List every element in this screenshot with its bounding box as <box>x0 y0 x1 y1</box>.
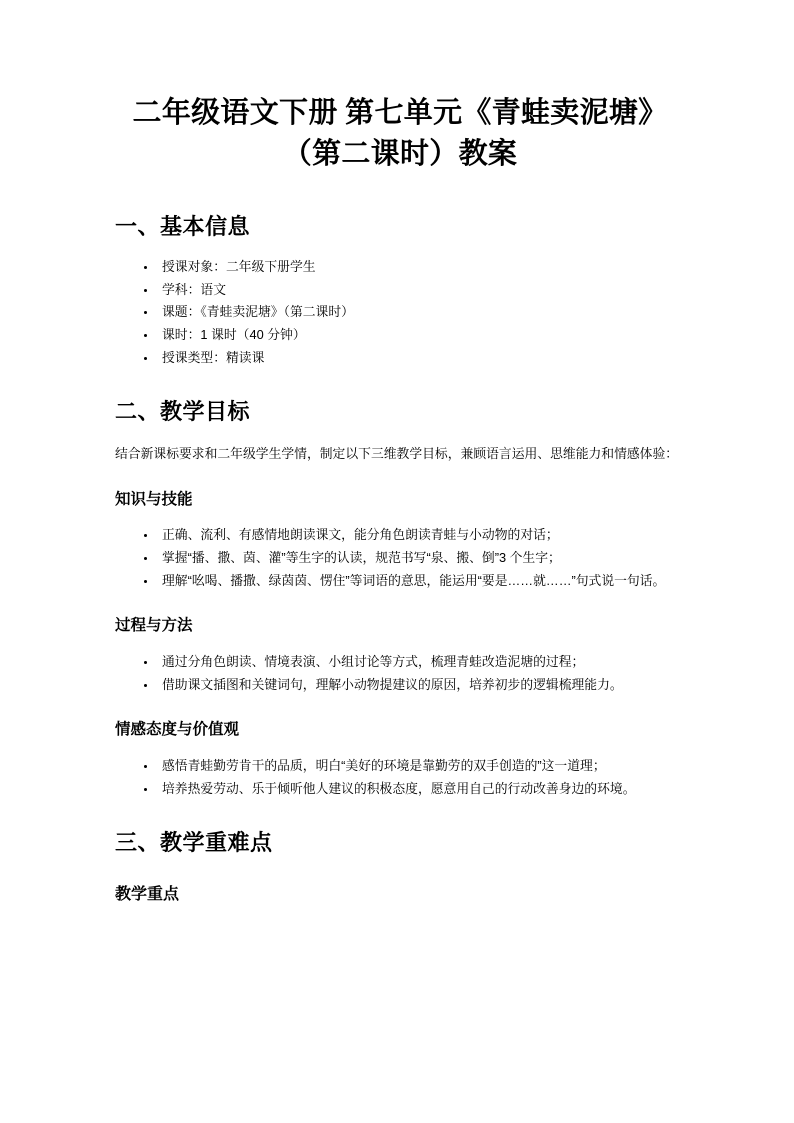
list-item: 课题：《青蛙卖泥塘》（第二课时） <box>115 302 683 323</box>
list-item: 课时：1 课时（40 分钟） <box>115 325 683 346</box>
list-item: 掌握“播、撒、茵、灌”等生字的认读，规范书写“泉、搬、倒”3 个生字； <box>115 548 683 569</box>
knowledge-skills-list <box>115 509 685 591</box>
page-title: 二年级语文下册 第七单元《青蛙卖泥塘》（第二课时）教案 <box>132 97 668 171</box>
list-item: 感悟青蛙勤劳肯干的品质，明白“美好的环境是靠勤劳的双手创造的”这一道理； <box>115 756 683 777</box>
subsection-heading-process-methods: 过程与方法 <box>115 617 193 635</box>
subsection-heading-emotion-attitude-values: 情感态度与价值观 <box>115 721 240 739</box>
basic-info-list <box>115 241 685 369</box>
document-body <box>115 0 685 904</box>
process-methods-list <box>115 636 685 695</box>
list-item: 借助课文插图和关键词句，理解小动物提建议的原因，培养初步的逻辑梳理能力。 <box>115 675 683 696</box>
section-heading-basic-info: 一、基本信息 <box>115 214 251 240</box>
list-item: 授课类型：精读课 <box>115 348 683 369</box>
list-item: 通过分角色朗读、情境表演、小组讨论等方式，梳理青蛙改造泥塘的过程； <box>115 652 683 673</box>
list-item: 理解“吆喝、播撒、绿茵茵、愣住”等词语的意思，能运用“要是……就……”句式说一句话。 <box>115 571 683 592</box>
list-item: 授课对象：二年级下册学生 <box>115 257 683 278</box>
section-heading-key-difficult-points: 三、教学重难点 <box>115 830 273 856</box>
list-item: 学科：语文 <box>115 280 683 301</box>
emotion-attitude-values-list <box>115 740 685 799</box>
list-item: 培养热爱劳动、乐于倾听他人建议的积极态度，愿意用自己的行动改善身边的环境。 <box>115 779 683 800</box>
list-item: 正确、流利、有感情地朗读课文，能分角色朗读青蛙与小动物的对话； <box>115 525 683 546</box>
subsection-heading-knowledge-skills: 知识与技能 <box>115 490 193 508</box>
section-heading-teaching-objectives: 二、教学目标 <box>115 399 251 425</box>
subsection-heading-teaching-focus: 教学重点 <box>115 885 180 903</box>
objectives-intro-paragraph: 结合新课标要求和二年级学生学情，制定以下三维教学目标，兼顾语言运用、思维能力和情感体验： <box>115 445 679 461</box>
